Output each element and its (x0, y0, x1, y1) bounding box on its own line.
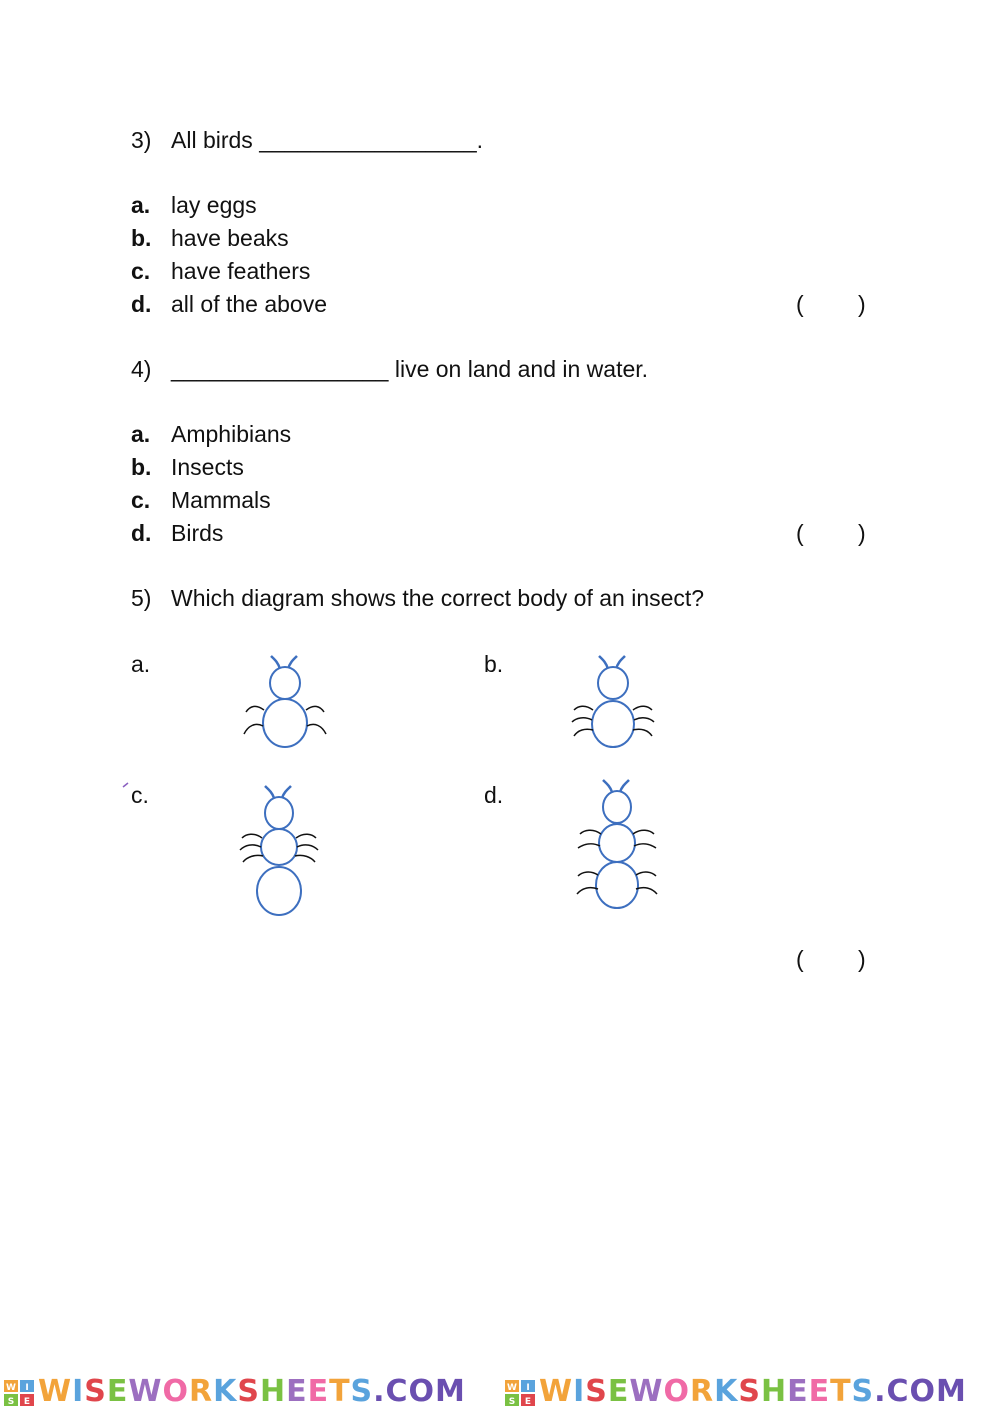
answer-paren-open: ( (796, 520, 804, 546)
brand-letter: S (738, 1374, 761, 1409)
leg (306, 706, 324, 712)
leg (633, 729, 652, 736)
option-text: Birds (171, 520, 224, 546)
brand-letter: W (629, 1374, 664, 1409)
leg (246, 706, 264, 712)
diagram-option-letter: d. (484, 782, 504, 808)
brand-letter: O (663, 1374, 690, 1409)
thorax (261, 829, 297, 865)
brand-letter: E (787, 1374, 809, 1409)
option-letter: b. (131, 225, 152, 251)
brand-letter: E (286, 1374, 308, 1409)
insect-diagram-d[interactable] (574, 778, 660, 912)
leg (577, 888, 598, 894)
leg (240, 845, 261, 850)
brand-letter: T (830, 1374, 852, 1409)
brand-letter: W (128, 1374, 163, 1409)
diagram-option-letter: a. (131, 651, 151, 677)
option-text: have beaks (171, 225, 289, 251)
leg (634, 718, 654, 722)
option-letter: d. (131, 520, 152, 546)
option-text: Insects (171, 454, 244, 480)
brand-letter: S (84, 1374, 107, 1409)
leg (578, 872, 598, 876)
option-text: have feathers (171, 258, 311, 284)
abdomen (596, 862, 638, 908)
insect-diagram-b[interactable] (570, 652, 656, 750)
head (603, 791, 631, 823)
answer-paren-open: ( (796, 291, 804, 317)
brand-letter: E (106, 1374, 129, 1409)
brand-letter: S (350, 1374, 374, 1409)
thorax (599, 824, 635, 862)
head (270, 667, 300, 699)
option-text: Amphibians (171, 421, 292, 447)
head (598, 667, 628, 699)
brand-letter: W (539, 1374, 574, 1409)
diagram-option-letter: c. (131, 782, 149, 808)
brand-letter: S (237, 1374, 260, 1409)
question-stem: Which diagram shows the correct body of an insect? (171, 585, 705, 611)
question-stem: All birds _________________. (171, 127, 484, 153)
answer-paren-close: ) (858, 520, 866, 546)
brand-letter: W (38, 1374, 73, 1409)
leg (572, 718, 592, 722)
brand-letter: E (808, 1374, 831, 1409)
answer-blank[interactable]: _________________ (259, 127, 477, 153)
antenna-left (603, 780, 612, 792)
leg (634, 844, 656, 848)
leg (307, 724, 326, 734)
insect-diagram-c[interactable] (236, 784, 322, 918)
leg (636, 888, 657, 894)
brand-letter: E (607, 1374, 630, 1409)
svg-text:E: E (23, 1397, 31, 1406)
leg (244, 724, 263, 734)
antenna-right (282, 786, 291, 798)
question-number: 3) (131, 127, 152, 153)
svg-text:S: S (7, 1397, 15, 1406)
wise-logo-icon (505, 1380, 535, 1406)
leg (574, 729, 593, 736)
antenna-right (620, 780, 629, 792)
option-letter: d. (131, 291, 152, 317)
svg-text:E: E (524, 1397, 532, 1406)
brand-wordmark[interactable]: WISEWORKSHEETS.COM (38, 1374, 466, 1409)
leg (636, 872, 656, 876)
leg (580, 830, 601, 834)
svg-text:W: W (6, 1383, 16, 1393)
answer-paren-close: ) (858, 946, 866, 972)
option-letter: a. (131, 192, 151, 218)
option-letter: c. (131, 487, 151, 513)
brand-letter: I (573, 1374, 586, 1409)
svg-text:I: I (25, 1383, 29, 1393)
question-number: 4) (131, 356, 152, 382)
abdomen (257, 867, 301, 915)
leg (297, 845, 318, 850)
option-letter: a. (131, 421, 151, 447)
option-text: all of the above (171, 291, 328, 317)
leg (633, 706, 652, 710)
antenna-left (271, 656, 280, 669)
brand-letter: R (188, 1374, 214, 1409)
svg-text:W: W (507, 1383, 517, 1393)
svg-text:S: S (508, 1397, 516, 1406)
brand-letter: K (213, 1374, 238, 1409)
stray-mark (122, 782, 130, 788)
answer-blank[interactable]: _________________ (171, 356, 389, 382)
option-letter: b. (131, 454, 152, 480)
question-number: 5) (131, 585, 152, 611)
wise-logo-icon (4, 1380, 34, 1406)
brand-letter: H (760, 1374, 788, 1409)
leg (574, 706, 593, 710)
brand-letter: T (329, 1374, 351, 1409)
leg (578, 844, 600, 848)
brand-letter: S (585, 1374, 608, 1409)
brand-letter: O (162, 1374, 189, 1409)
brand-letter: R (689, 1374, 715, 1409)
answer-paren-open: ( (796, 946, 804, 972)
leg (243, 855, 263, 862)
brand-letter: E (307, 1374, 330, 1409)
brand-letter: H (259, 1374, 287, 1409)
brand-wordmark[interactable]: WISEWORKSHEETS.COM (539, 1374, 967, 1409)
body (263, 699, 307, 747)
insect-diagram-a[interactable] (242, 652, 328, 750)
leg (242, 834, 262, 838)
question-stem: _________________ live on land and in water. (171, 356, 649, 382)
antenna-left (265, 786, 274, 798)
brand-letter: S (851, 1374, 875, 1409)
answer-paren-close: ) (858, 291, 866, 317)
leg (296, 834, 316, 838)
option-letter: c. (131, 258, 151, 284)
option-text: Mammals (171, 487, 271, 513)
option-text: lay eggs (171, 192, 257, 218)
brand-letter: K (714, 1374, 739, 1409)
footer-branding (0, 1372, 1000, 1412)
svg-text:I: I (526, 1383, 530, 1393)
diagram-option-letter: b. (484, 651, 504, 677)
antenna-left (599, 656, 608, 669)
body (592, 701, 634, 747)
leg (295, 855, 315, 862)
leg (633, 830, 654, 834)
head (265, 797, 293, 829)
brand-letter: I (72, 1374, 85, 1409)
